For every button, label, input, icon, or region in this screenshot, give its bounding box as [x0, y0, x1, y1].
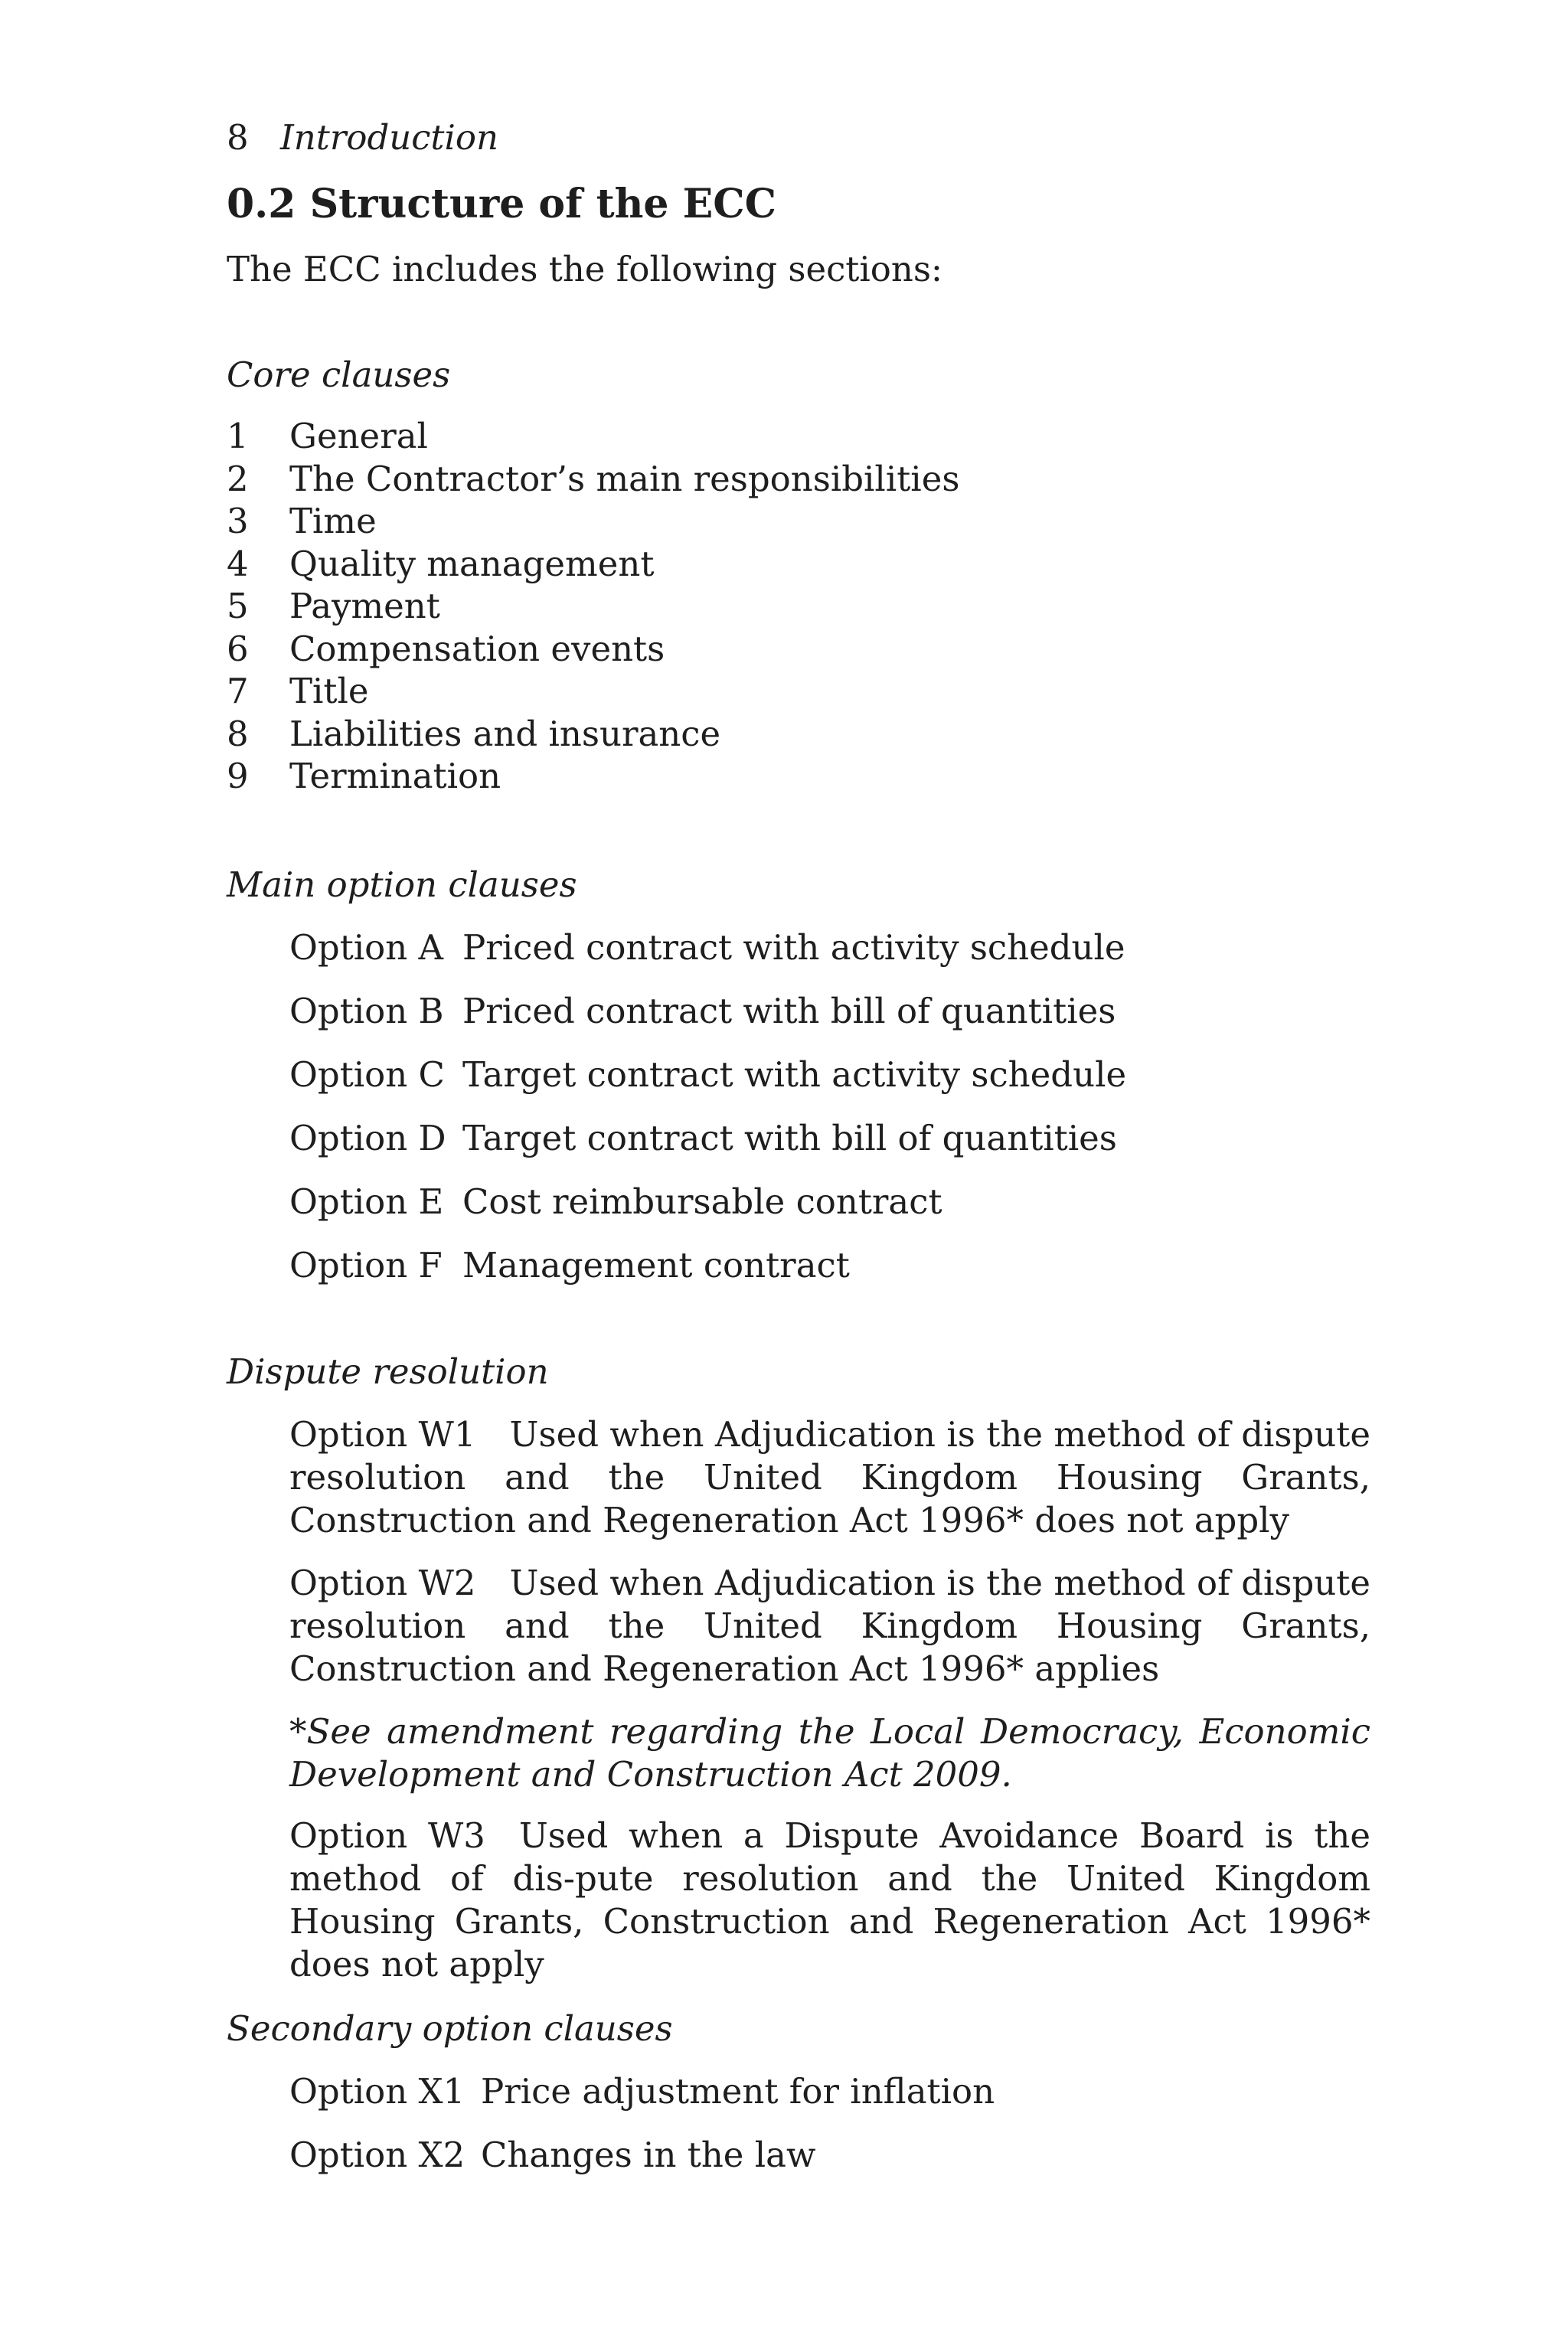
main-option-item: Option F Management contract — [289, 1245, 850, 1285]
section-intro: The ECC includes the following sections: — [227, 249, 943, 289]
option-w1-desc: Used when Adjudication is the method of dispute resolution and the United Kingdom Housing Grants, Construction and Regeneration Act 1996* does not apply — [289, 1414, 1370, 1540]
core-clause-item: 3 Time — [227, 501, 377, 541]
secondary-option-item: Option X2 Changes in the law — [289, 2135, 816, 2175]
secondary-option-list — [289, 2069, 995, 2196]
dispute-footnote: *See amendment regarding the Local Democracy, Economic Development and Construction Act 2009. — [289, 1711, 1370, 1795]
core-clause-item: 7 Title — [227, 671, 369, 711]
main-option-item: Option C Target contract with activity schedule — [289, 1054, 1127, 1095]
main-option-item: Option A Priced contract with activity schedule — [289, 927, 1125, 968]
core-clause-item: 8 Liabilities and insurance — [227, 713, 721, 754]
core-clauses-list — [227, 415, 959, 798]
running-head — [227, 115, 498, 161]
option-w2-code: Option W2 — [289, 1563, 476, 1603]
option-w2-paragraph — [289, 1562, 1370, 1690]
option-w1-code: Option W1 — [289, 1414, 476, 1455]
main-option-item: Option E Cost reimbursable contract — [289, 1181, 942, 1222]
core-clause-item: 9 Termination — [227, 756, 501, 796]
core-clauses-heading: Core clauses — [227, 354, 451, 395]
secondary-option-clauses-heading: Secondary option clauses — [227, 2008, 673, 2049]
option-w2-desc: Used when Adjudication is the method of dispute resolution and the United Kingdom Housing Grants, Construction and Regeneration Act 1996* applies — [289, 1563, 1370, 1689]
main-option-item: Option B Priced contract with bill of quantities — [289, 991, 1116, 1031]
main-option-clauses-heading: Main option clauses — [227, 864, 577, 905]
page-number: 8 — [227, 117, 249, 158]
secondary-option-item: Option X1 Price adjustment for inflation — [289, 2071, 995, 2112]
core-clause-item: 2 The Contractor’s main responsibilities — [227, 458, 960, 499]
core-clause-item: 5 Payment — [227, 586, 440, 626]
option-w3-code: Option W3 — [289, 1815, 485, 1856]
section-title: 0.2 Structure of the ECC — [227, 181, 776, 227]
option-w3-desc: Used when a Dispute Avoidance Board is the method of dis-pute resolution and the United Kingdom Housing Grants, Construction and Regeneration Act 1996* does not apply — [289, 1815, 1370, 1984]
core-clause-item: 1 General — [227, 416, 428, 456]
core-clause-item: 4 Quality management — [227, 543, 655, 584]
main-option-list — [289, 925, 1126, 1306]
dispute-resolution-heading: Dispute resolution — [227, 1351, 549, 1392]
option-w1-paragraph — [289, 1413, 1370, 1542]
main-option-item: Option D Target contract with bill of quantities — [289, 1118, 1117, 1158]
running-title: Introduction — [280, 117, 498, 158]
core-clause-item: 6 Compensation events — [227, 628, 665, 669]
option-w3-paragraph — [289, 1815, 1370, 1986]
